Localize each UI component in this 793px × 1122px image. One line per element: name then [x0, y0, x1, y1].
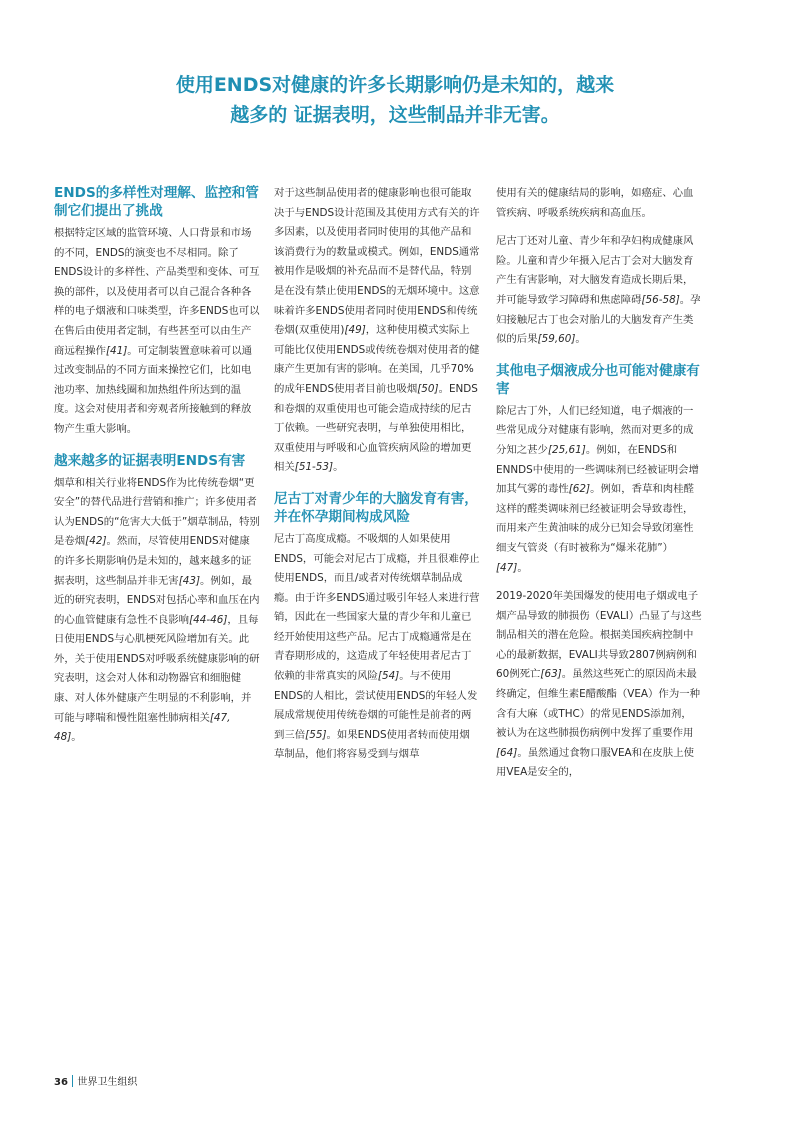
citation: [56-58] [641, 293, 680, 306]
paragraph-evali: 2019-2020年美国爆发的使用电子烟或电子烟产品导致的肺损伤（EVALI）凸显了与这些制品相关的潜在危险。根据美国疾病控制中心的最新数据，EVALI共导致2807例病例和60例死亡[63]。虽然这些死亡的原因尚未最终确定，但维生素E醋酸酯（VEA）作为一种含有大麻（或THC）的常见ENDS添加剂，被认为在这些肺损伤病例中发挥了重要作用[64]。虽然通过食物口服VEA和在皮肤上使用VEA是安全的， [496, 590, 702, 779]
paragraph-health-outcomes: 使用有关的健康结局的影响，如癌症、心血管疾病、呼吸系统疾病和高血压。 [496, 187, 694, 219]
section-heading-other-ingredients: 其他电子烟液成分也可能对健康有害 [496, 362, 700, 397]
citation: [59,60] [537, 333, 576, 346]
footer-organization: 世界卫生组织 [77, 1077, 138, 1088]
citation: [55] [305, 728, 327, 741]
citation: [62] [568, 483, 591, 496]
page-headline [120, 70, 670, 130]
page-footer [54, 1073, 137, 1088]
column-right [496, 184, 702, 783]
paragraph-diversity: 根据特定区域的监管环境、人口背景和市场的不同，ENDS的演变也不尽相同。除了ENDS设计的多样性、产品类型和变体、可互换的部件，以及使用者可以自己混合各种各样的电子烟液和口味类型，许多ENDS也可以在售后由使用者定制，有些甚至可以由生产商远程操作[41]。可定制装置意味着可以通过改变制品的不同方面来操控它们，比如电池功率、加热线圈和加热组件所达到的温度。这会对使用者和旁观者所接触到的释放物产生重大影响。 [54, 227, 260, 435]
headline-line-1: 使用ENDS对健康的许多长期影响仍是未知的，越来 [175, 74, 615, 96]
page-number: 36 [54, 1077, 68, 1088]
citation: [41] [105, 344, 128, 357]
citation: [64] [496, 746, 518, 759]
citation: [43] [178, 574, 201, 587]
citation: [51-53] [294, 461, 334, 474]
citation: [63] [540, 668, 562, 681]
citation: [47, 48] [54, 711, 231, 744]
headline-line-2: 越多的 证据表明，这些制品并非无害。 [230, 104, 560, 126]
paragraph-youth-risk: 尼古丁还对儿童、青少年和孕妇构成健康风险。儿童和青少年摄入尼古丁会对大脑发育产生有害影响，对大脑发育造成长期后果，并可能导致学习障碍和焦虑障碍[56-58]。孕妇接触尼古丁也会对胎儿的大脑发育产生类似的后果[59,60]。 [496, 235, 701, 346]
section-heading-evidence: 越来越多的证据表明ENDS有害 [54, 452, 246, 469]
paragraph-nicotine: 尼古丁高度成瘾。不吸烟的人如果使用ENDS，可能会对尼古丁成瘾，并且很难停止使用ENDS，而且/或者对传统烟草制品成瘾。由于许多ENDS通过吸引年轻人来进行营销，因此在一些国家大量的青少年和儿童已经开始使用这些产品。尼古丁成瘾通常是在青春期形成的，这造成了年轻使用者尼古丁依赖的非常真实的风险[54]。与不使用ENDS的人相比，尝试使用ENDS的年轻人发展成常规使用传统卷烟的可能性是前者的两到三倍[55]。如果ENDS使用者转而使用烟草制品，他们将容易受到与烟草 [274, 532, 480, 761]
citation: [54] [377, 670, 400, 683]
citation: [42] [85, 535, 107, 548]
citation: [25,61] [547, 443, 586, 456]
citation: [44-46] [189, 613, 228, 626]
paragraph-dual-use: 对于这些制品使用者的健康影响也很可能取决于与ENDS设计范围及其使用方式有关的许多因素，以及使用者同时使用的其他产品和该消费行为的数量或模式。例如，ENDS通常被用作是吸烟的补充品而不是替代品，特别是在没有禁止使用ENDS的无烟环境中。这意味着许多ENDS使用者同时使用ENDS和传统卷烟(双重使用)[49]，这种使用模式实际上可能比仅使用ENDS或传统卷烟对使用者的健康产生更加有害的影响。在美国，几乎70%的成年ENDS使用者目前也吸烟[50]。ENDS和卷烟的双重使用也可能会造成持续的尼古丁依赖。一些研究表明，与单独使用相比，双重使用与呼吸和心血管疾病风险的增加更相关[51-53]。 [274, 187, 480, 474]
column-middle [274, 184, 480, 765]
section-heading-diversity: ENDS的多样性对理解、监控和管制它们提出了挑战 [54, 185, 259, 219]
paragraph-flavorings: 除尼古丁外，人们已经知道，电子烟液的一些常见成分对健康有影响，然而对更多的成分知之甚少[25,61]。例如，在ENDS和ENNDS中使用的一些调味剂已经被证明会增加其气雾的毒性[62]。例如，香草和肉桂醛这样的醛类调味剂已经被证明会导致毒性，而用来产生黄油味的成分已知会导致闭塞性细支气管炎（有时被称为“爆米花肺”）[47]。 [496, 404, 699, 574]
paragraph-evidence: 烟草和相关行业将ENDS作为比传统卷烟“更安全”的替代品进行营销和推广；许多使用者认为ENDS的“危害大大低于”烟草制品，特别是卷烟[42]。然而，尽管使用ENDS对健康的许多长期影响仍是未知的，越来越多的证据表明，这些制品并非无害[43]。例如，最近的研究表明，ENDS对包括心率和血压在内的心血管健康有急性不良影响[44-46]，且每日使用ENDS与心肌梗死风险增加有关。此外，关于使用ENDS对呼吸系统健康影响的研究表明，这会对人体和动物器官和细胞健康、对人体外健康产生明显的不利影响，并可能与哮喘和慢性阻塞性肺病相关[47, 48]。 [54, 476, 260, 744]
section-heading-nicotine: 尼古丁对青少年的大脑发育有害，并在怀孕期间构成风险 [274, 490, 478, 525]
citation: [50] [417, 382, 439, 395]
citation: [49] [344, 324, 366, 337]
citation: [47] [496, 561, 518, 574]
footer-divider [72, 1075, 74, 1087]
column-left [54, 184, 260, 748]
